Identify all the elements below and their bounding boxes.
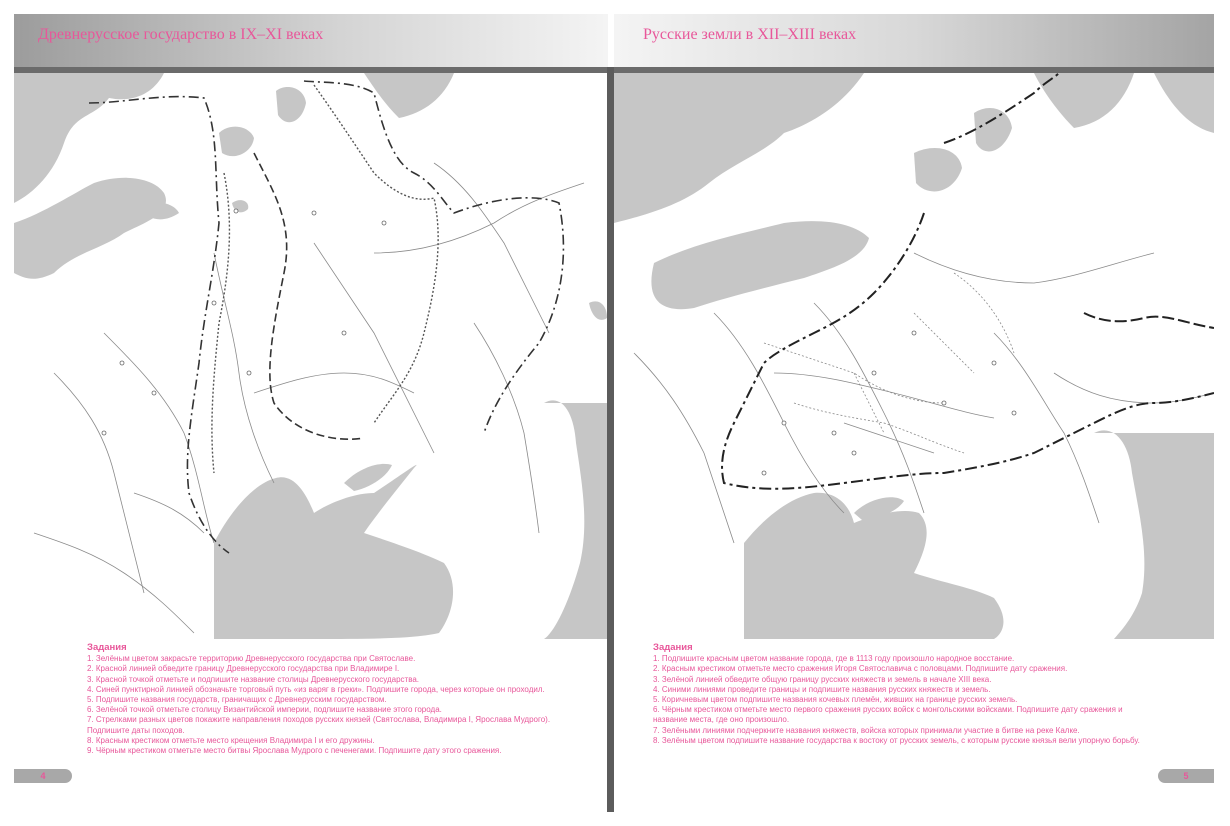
right-task-item: 4. Синими линиями проведите границы и подпишите названия русских княжеств и земель. <box>653 684 991 694</box>
right-task-item: 8. Зелёным цветом подпишите название государства к востоку от русских земель, с которым русские князья вели упорную борьбу. <box>653 735 1140 745</box>
left-page-title: Древнерусское государство в IX–XI веках <box>38 26 324 43</box>
left-map-drawing <box>14 73 607 639</box>
right-task-item: 1. Подпишите красным цветом название города, где в 1113 году произошло народное восстание. <box>653 654 1015 664</box>
right-page-title: Русские земли в XII–XIII веках <box>643 26 857 43</box>
left-task-item: 9. Чёрным крестиком отметьте место битвы Ярослава Мудрого с печенегами. Подпишите дату этого сражения. <box>87 746 502 756</box>
right-task-item: 2. Красным крестиком отметьте место сражения Игоря Святославича с половцами. Подпишите дату сражения. <box>653 664 1068 674</box>
left-page-number: 4 <box>14 769 72 783</box>
right-task-item: 5. Коричневым цветом подпишите названия кочевых племён, живших на границе русских земель. <box>653 695 1018 705</box>
left-task-item: 8. Красным крестиком отметьте место крещения Владимира I и его дружины. <box>87 735 375 745</box>
left-tasks-block <box>77 643 557 756</box>
right-page-number: 5 <box>1158 769 1214 783</box>
right-tasks-list <box>643 654 1143 746</box>
left-task-item: 1. Зелёным цветом закрасьте территорию Древнерусского государства при Святославе. <box>87 654 416 664</box>
right-task-item: 7. Зелёными линиями подчеркните названия княжеств, войска которых принимали участие в битве на реке Калке. <box>653 725 1080 735</box>
right-map-drawing <box>614 73 1214 639</box>
left-task-item: 4. Синей пунктирной линией обозначьте торговый путь «из варяг в греки». Подпишите города, через которые он проходил. <box>87 684 545 694</box>
left-contour-map <box>14 73 607 639</box>
left-task-item: 7. Стрелками разных цветов покажите направления походов русских князей (Святослава, Владимира I, Ярослава Мудрого). Подпишите даты походов. <box>87 715 551 735</box>
left-task-item: 2. Красной линией обведите границу Древнерусского государства при Владимире I. <box>87 664 400 674</box>
right-tasks-heading: Задания <box>653 642 693 653</box>
book-spine <box>607 67 614 812</box>
left-task-item: 6. Зелёной точкой отметьте столицу Византийской империи, подпишите название этого города. <box>87 705 442 715</box>
right-tasks-block <box>643 643 1143 746</box>
right-task-item: 6. Чёрным крестиком отметьте место первого сражения русских войск с монгольскими войсками. Подпишите дату сражения и название места, где оно произошло. <box>653 705 1123 725</box>
left-task-item: 5. Подпишите названия государств, граничащих с Древнерусским государством. <box>87 695 387 705</box>
left-tasks-heading: Задания <box>87 642 127 653</box>
left-task-item: 3. Красной точкой отметьте и подпишите название столицы Древнерусского государства. <box>87 674 420 684</box>
right-contour-map <box>614 73 1214 639</box>
right-task-item: 3. Зелёной линией обведите общую границу русских княжеств и земель в начале XIII века. <box>653 674 992 684</box>
left-tasks-list <box>77 654 557 756</box>
